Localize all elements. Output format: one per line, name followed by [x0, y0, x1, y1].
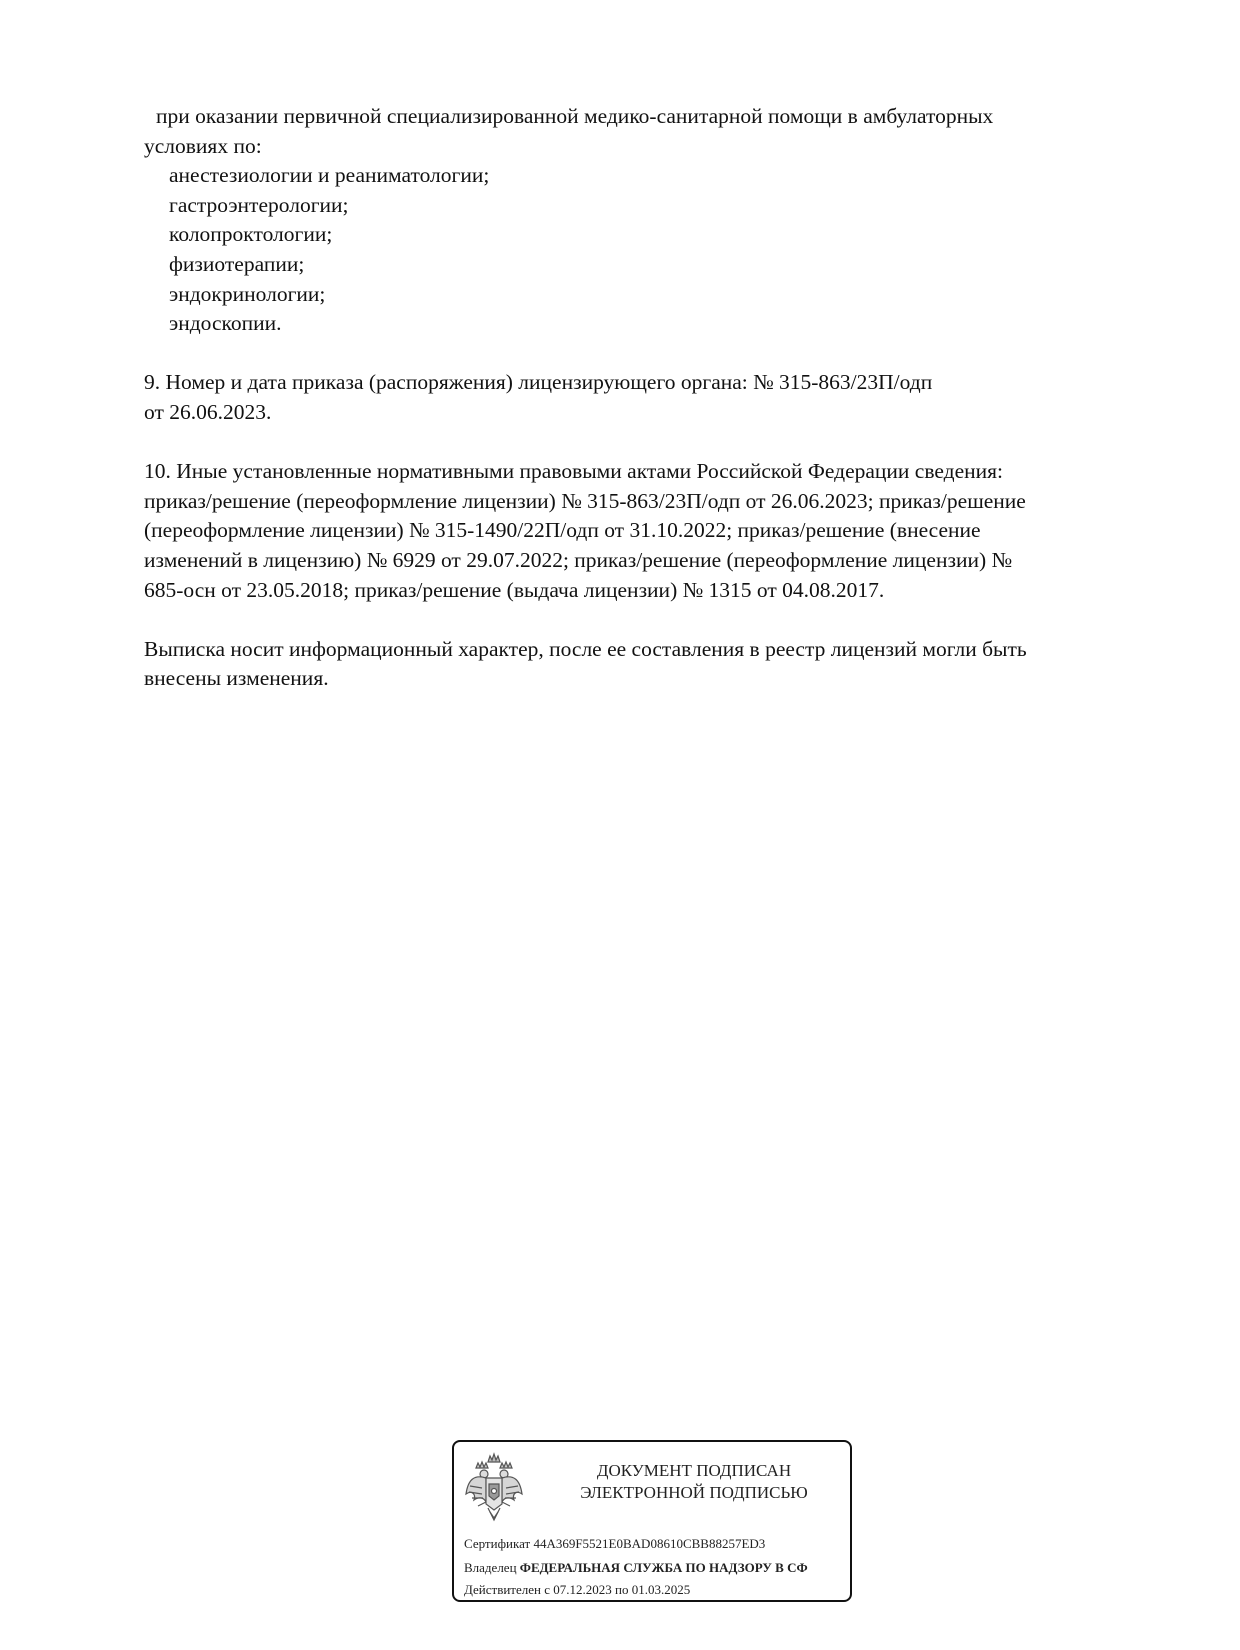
- section-10-line: 685-осн от 23.05.2018; приказ/решение (выдача лицензии) № 1315 от 04.08.2017.: [144, 577, 885, 602]
- intro-line-2: условиях по:: [144, 133, 262, 158]
- specialty-item: физиотерапии;: [169, 251, 305, 276]
- document-body: [144, 102, 1154, 694]
- certificate-row: [464, 1535, 765, 1552]
- certificate-value: 44A369F5521E0BAD08610CBB88257ED3: [533, 1536, 766, 1551]
- intro-line-1: при оказании первичной специализированной медико-санитарной помощи в амбулаторных: [156, 104, 994, 128]
- specialty-item: гастроэнтерологии;: [169, 192, 349, 217]
- disclaimer-line-1: Выписка носит информационный характер, после ее составления в реестр лицензий могли быть: [144, 636, 1027, 661]
- specialty-item: эндоскопии.: [169, 311, 282, 336]
- specialty-item: колопроктологии;: [169, 222, 333, 247]
- specialty-item: эндокринологии;: [169, 281, 326, 306]
- specialty-item: анестезиологии и реаниматологии;: [169, 163, 490, 188]
- stamp-title-line-1: ДОКУМЕНТ ПОДПИСАН: [596, 1461, 792, 1480]
- paragraph-gap: [144, 428, 1154, 458]
- section-10-line: (переоформление лицензии) № 315-1490/22П/одп от 31.10.2022; приказ/решение (внесение: [144, 518, 981, 543]
- owner-row: [464, 1559, 808, 1576]
- stamp-title-line-2: ЭЛЕКТРОННОЙ ПОДПИСЬЮ: [580, 1483, 808, 1502]
- owner-value: ФЕДЕРАЛЬНАЯ СЛУЖБА ПО НАДЗОРУ В СФ: [519, 1560, 808, 1575]
- section-10-line: 10. Иные установленные нормативными правовыми актами Российской Федерации сведения:: [144, 459, 1003, 484]
- paragraph-gap: [144, 605, 1154, 635]
- paragraph-gap: [144, 339, 1154, 369]
- section-10-line: изменений в лицензию) № 6929 от 29.07.2022; приказ/решение (переоформление лицензии) №: [144, 547, 1013, 572]
- section-9-line-2: от 26.06.2023.: [144, 399, 272, 424]
- certificate-label: Сертификат: [464, 1536, 531, 1551]
- section-9-line-1: 9. Номер и дата приказа (распоряжения) лицензирующего органа: № 315-863/23П/одп: [144, 370, 933, 395]
- disclaimer-line-2: внесены изменения.: [144, 666, 329, 691]
- section-10-line: приказ/решение (переоформление лицензии) № 315-863/23П/одп от 26.06.2023; приказ/решение: [144, 488, 1026, 513]
- electronic-signature-stamp: [452, 1440, 852, 1602]
- validity-row: Действителен с 07.12.2023 по 01.03.2025: [464, 1582, 691, 1597]
- stamp-title: [544, 1460, 844, 1504]
- owner-label: Владелец: [464, 1560, 517, 1575]
- russian-coat-of-arms-icon: [464, 1450, 524, 1524]
